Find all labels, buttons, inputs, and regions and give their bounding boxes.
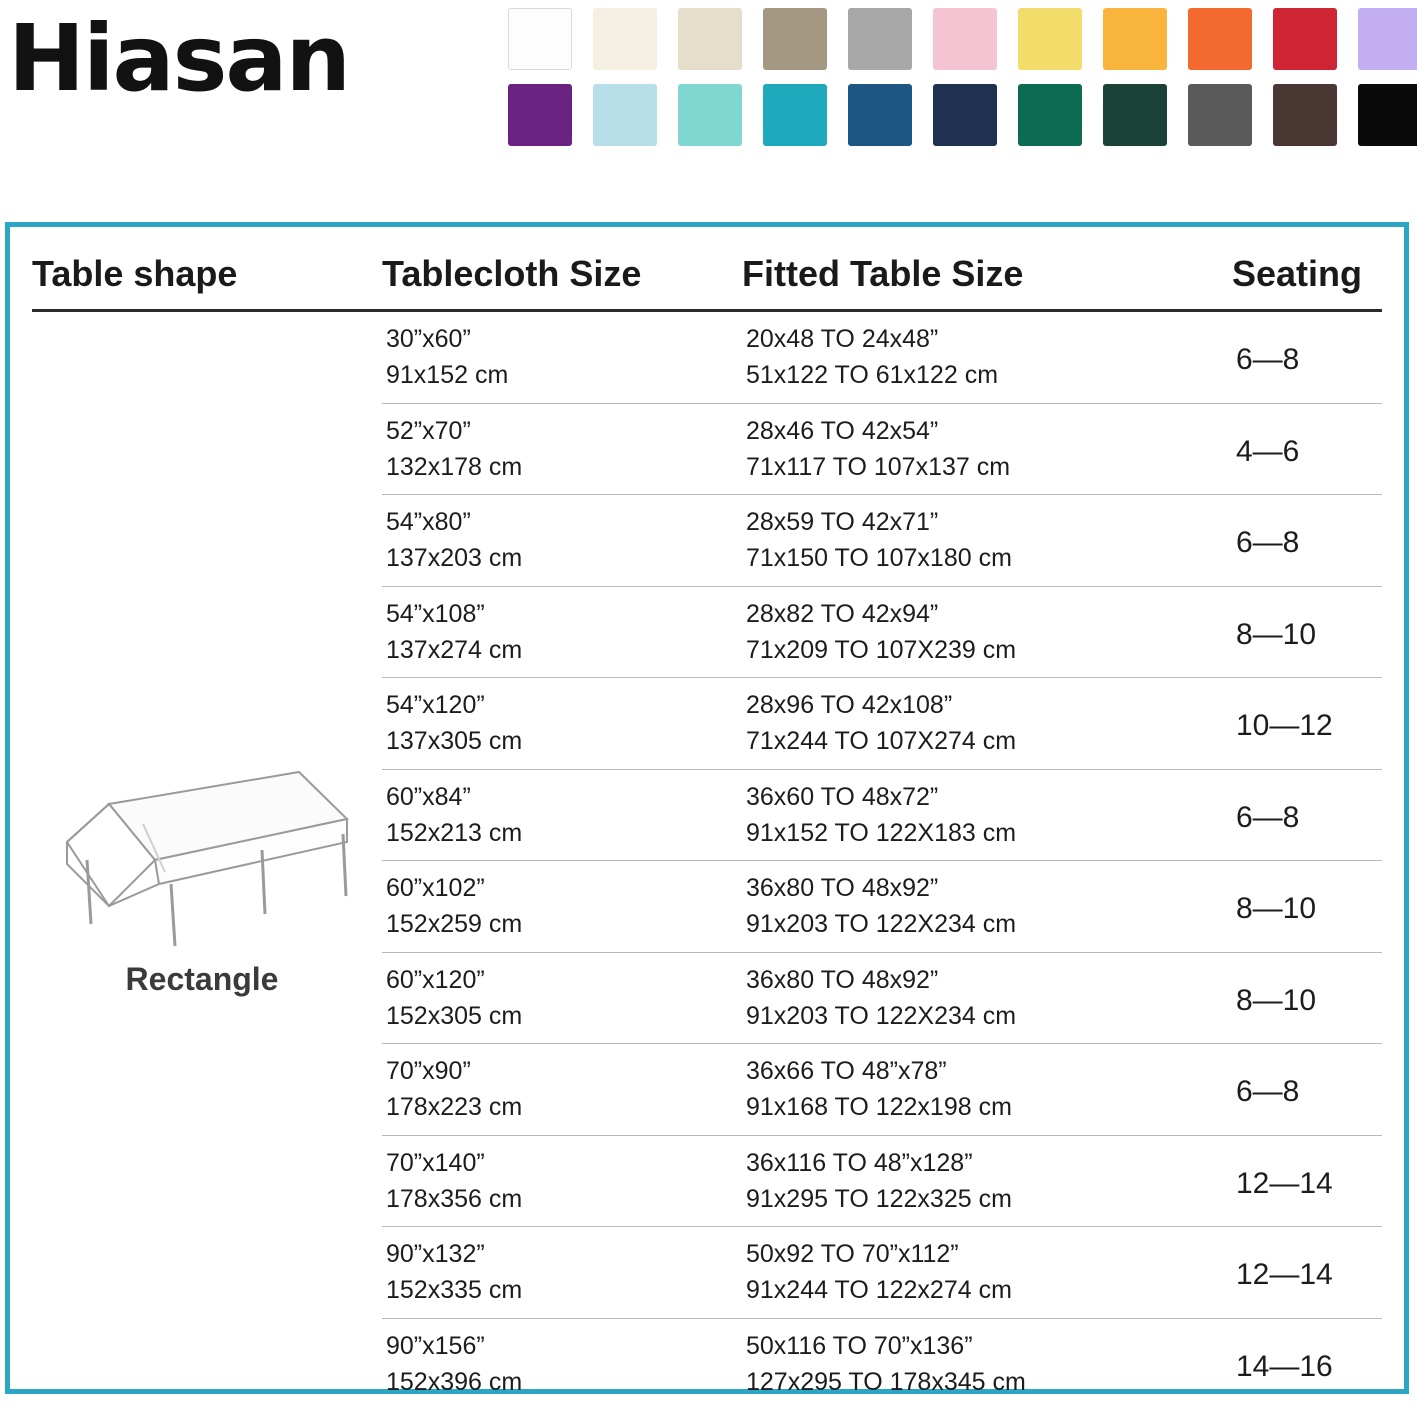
tablecloth-size-inches: 60”x84” — [382, 779, 742, 815]
fitted-size-inches: 36x116 TO 48”x128” — [742, 1145, 1232, 1181]
seating-cell — [1232, 1318, 1382, 1409]
fitted-size-inches: 20x48 TO 24x48” — [742, 321, 1232, 357]
seating-cell — [1232, 586, 1382, 678]
fitted-table-size-cell — [742, 1044, 1232, 1136]
tablecloth-size-cell — [382, 311, 742, 404]
fitted-table-size-cell — [742, 586, 1232, 678]
color-swatch-purple[interactable] — [508, 84, 572, 146]
color-swatch-aqua[interactable] — [678, 84, 742, 146]
tablecloth-size-cell — [382, 952, 742, 1044]
seating-cell — [1232, 769, 1382, 861]
tablecloth-size-cell — [382, 769, 742, 861]
seating-cell — [1232, 495, 1382, 587]
tablecloth-size-inches: 60”x120” — [382, 962, 742, 998]
fitted-size-cm: 91x244 TO 122x274 cm — [742, 1272, 1232, 1308]
fitted-size-cm: 71x244 TO 107X274 cm — [742, 723, 1232, 759]
color-swatch-dark-green[interactable] — [1103, 84, 1167, 146]
seating-cell — [1232, 1135, 1382, 1227]
tablecloth-size-cell — [382, 1044, 742, 1136]
seating-value: 12—14 — [1232, 1145, 1382, 1201]
fitted-table-size-cell — [742, 678, 1232, 770]
seating-cell — [1232, 403, 1382, 495]
fitted-size-cm: 91x152 TO 122X183 cm — [742, 815, 1232, 851]
seating-value: 6—8 — [1232, 779, 1382, 835]
color-swatch-white[interactable] — [508, 8, 572, 70]
column-header-tablecloth-size: Tablecloth Size — [382, 253, 742, 311]
color-swatch-light-blue[interactable] — [593, 84, 657, 146]
fitted-table-size-cell — [742, 1227, 1232, 1319]
color-swatch-gold[interactable] — [1103, 8, 1167, 70]
tablecloth-size-inches: 30”x60” — [382, 321, 742, 357]
tablecloth-size-cm: 152x259 cm — [382, 906, 742, 942]
tablecloth-size-cm: 132x178 cm — [382, 449, 742, 485]
fitted-table-size-cell — [742, 1318, 1232, 1409]
seating-value: 8—10 — [1232, 962, 1382, 1018]
color-swatch-emerald-green[interactable] — [1018, 84, 1082, 146]
rectangle-table-icon — [47, 764, 357, 949]
seating-value: 4—6 — [1232, 413, 1382, 469]
column-header-fitted-table-size: Fitted Table Size — [742, 253, 1232, 311]
page-header — [0, 0, 1417, 175]
fitted-size-cm: 71x209 TO 107X239 cm — [742, 632, 1232, 668]
color-swatch-navy-blue[interactable] — [848, 84, 912, 146]
swatch-row-2 — [508, 84, 1417, 146]
tablecloth-size-cell — [382, 403, 742, 495]
fitted-size-cm: 91x203 TO 122X234 cm — [742, 998, 1232, 1034]
tablecloth-size-cm: 152x396 cm — [382, 1364, 742, 1400]
fitted-table-size-cell — [742, 769, 1232, 861]
tablecloth-size-inches: 90”x156” — [382, 1328, 742, 1364]
seating-cell — [1232, 1227, 1382, 1319]
seating-value: 10—12 — [1232, 687, 1382, 743]
seating-cell — [1232, 952, 1382, 1044]
color-swatch-teal[interactable] — [763, 84, 827, 146]
fitted-size-inches: 50x116 TO 70”x136” — [742, 1328, 1232, 1364]
fitted-size-inches: 28x82 TO 42x94” — [742, 596, 1232, 632]
color-swatch-lavender[interactable] — [1358, 8, 1417, 70]
fitted-size-cm: 127x295 TO 178x345 cm — [742, 1364, 1232, 1400]
table-body — [32, 311, 1382, 1409]
rectangle-table-illustration — [32, 764, 372, 998]
brand-logo: Hiasan — [8, 8, 349, 109]
tablecloth-size-cm: 178x356 cm — [382, 1181, 742, 1217]
seating-cell — [1232, 311, 1382, 404]
column-header-seating: Seating — [1232, 253, 1382, 311]
tablecloth-size-inches: 60”x102” — [382, 870, 742, 906]
size-chart-card — [5, 222, 1409, 1394]
seating-cell — [1232, 861, 1382, 953]
fitted-table-size-cell — [742, 311, 1232, 404]
tablecloth-size-inches: 54”x80” — [382, 504, 742, 540]
fitted-size-inches: 50x92 TO 70”x112” — [742, 1236, 1232, 1272]
color-swatch-red[interactable] — [1273, 8, 1337, 70]
fitted-size-cm: 71x117 TO 107x137 cm — [742, 449, 1232, 485]
tablecloth-size-cm: 137x203 cm — [382, 540, 742, 576]
tablecloth-size-cm: 137x274 cm — [382, 632, 742, 668]
fitted-table-size-cell — [742, 403, 1232, 495]
tablecloth-size-inches: 70”x90” — [382, 1053, 742, 1089]
fitted-size-cm: 71x150 TO 107x180 cm — [742, 540, 1232, 576]
seating-value: 8—10 — [1232, 870, 1382, 926]
table-row — [32, 311, 1382, 404]
color-swatch-orange[interactable] — [1188, 8, 1252, 70]
fitted-size-inches: 36x80 TO 48x92” — [742, 962, 1232, 998]
fitted-table-size-cell — [742, 952, 1232, 1044]
color-swatch-beige[interactable] — [678, 8, 742, 70]
tablecloth-size-inches: 52”x70” — [382, 413, 742, 449]
tablecloth-size-cell — [382, 678, 742, 770]
fitted-size-inches: 36x66 TO 48”x78” — [742, 1053, 1232, 1089]
fitted-size-inches: 28x46 TO 42x54” — [742, 413, 1232, 449]
fitted-size-inches: 28x96 TO 42x108” — [742, 687, 1232, 723]
tablecloth-size-cell — [382, 861, 742, 953]
seating-value: 12—14 — [1232, 1236, 1382, 1292]
fitted-size-cm: 91x203 TO 122X234 cm — [742, 906, 1232, 942]
swatch-row-1 — [508, 8, 1417, 70]
tablecloth-size-cm: 91x152 cm — [382, 357, 742, 393]
color-swatch-ivory[interactable] — [593, 8, 657, 70]
color-swatch-charcoal[interactable] — [1188, 84, 1252, 146]
fitted-table-size-cell — [742, 495, 1232, 587]
fitted-size-inches: 36x80 TO 48x92” — [742, 870, 1232, 906]
tablecloth-size-cm: 152x213 cm — [382, 815, 742, 851]
size-chart-table-wrap — [32, 253, 1382, 1409]
color-swatch-taupe[interactable] — [763, 8, 827, 70]
fitted-table-size-cell — [742, 861, 1232, 953]
tablecloth-size-cell — [382, 495, 742, 587]
tablecloth-size-inches: 90”x132” — [382, 1236, 742, 1272]
color-swatch-black[interactable] — [1358, 84, 1417, 146]
tablecloth-size-cell — [382, 586, 742, 678]
seating-value: 8—10 — [1232, 596, 1382, 652]
fitted-size-cm: 91x295 TO 122x325 cm — [742, 1181, 1232, 1217]
tablecloth-size-cell — [382, 1135, 742, 1227]
seating-cell — [1232, 678, 1382, 770]
size-chart-table — [32, 253, 1382, 1409]
seating-value: 6—8 — [1232, 1053, 1382, 1109]
tablecloth-size-cm: 152x335 cm — [382, 1272, 742, 1308]
color-swatch-light-yellow[interactable] — [1018, 8, 1082, 70]
color-swatch-grey[interactable] — [848, 8, 912, 70]
seating-value: 6—8 — [1232, 504, 1382, 560]
fitted-size-inches: 28x59 TO 42x71” — [742, 504, 1232, 540]
color-swatch-dark-navy[interactable] — [933, 84, 997, 146]
tablecloth-size-inches: 70”x140” — [382, 1145, 742, 1181]
tablecloth-size-inches: 54”x108” — [382, 596, 742, 632]
table-shape-cell — [32, 311, 382, 1409]
tablecloth-size-cm: 178x223 cm — [382, 1089, 742, 1125]
tablecloth-size-inches: 54”x120” — [382, 687, 742, 723]
seating-cell — [1232, 1044, 1382, 1136]
table-header-row — [32, 253, 1382, 311]
tablecloth-size-cell — [382, 1318, 742, 1409]
fitted-size-cm: 91x168 TO 122x198 cm — [742, 1089, 1232, 1125]
shape-label: Rectangle — [32, 961, 372, 998]
color-swatch-dark-brown[interactable] — [1273, 84, 1337, 146]
color-swatch-palette — [508, 8, 1417, 160]
fitted-size-inches: 36x60 TO 48x72” — [742, 779, 1232, 815]
tablecloth-size-cm: 152x305 cm — [382, 998, 742, 1034]
tablecloth-size-cm: 137x305 cm — [382, 723, 742, 759]
color-swatch-pink[interactable] — [933, 8, 997, 70]
seating-value: 6—8 — [1232, 321, 1382, 377]
seating-value: 14—16 — [1232, 1328, 1382, 1384]
fitted-table-size-cell — [742, 1135, 1232, 1227]
tablecloth-size-cell — [382, 1227, 742, 1319]
column-header-table-shape: Table shape — [32, 253, 382, 311]
fitted-size-cm: 51x122 TO 61x122 cm — [742, 357, 1232, 393]
